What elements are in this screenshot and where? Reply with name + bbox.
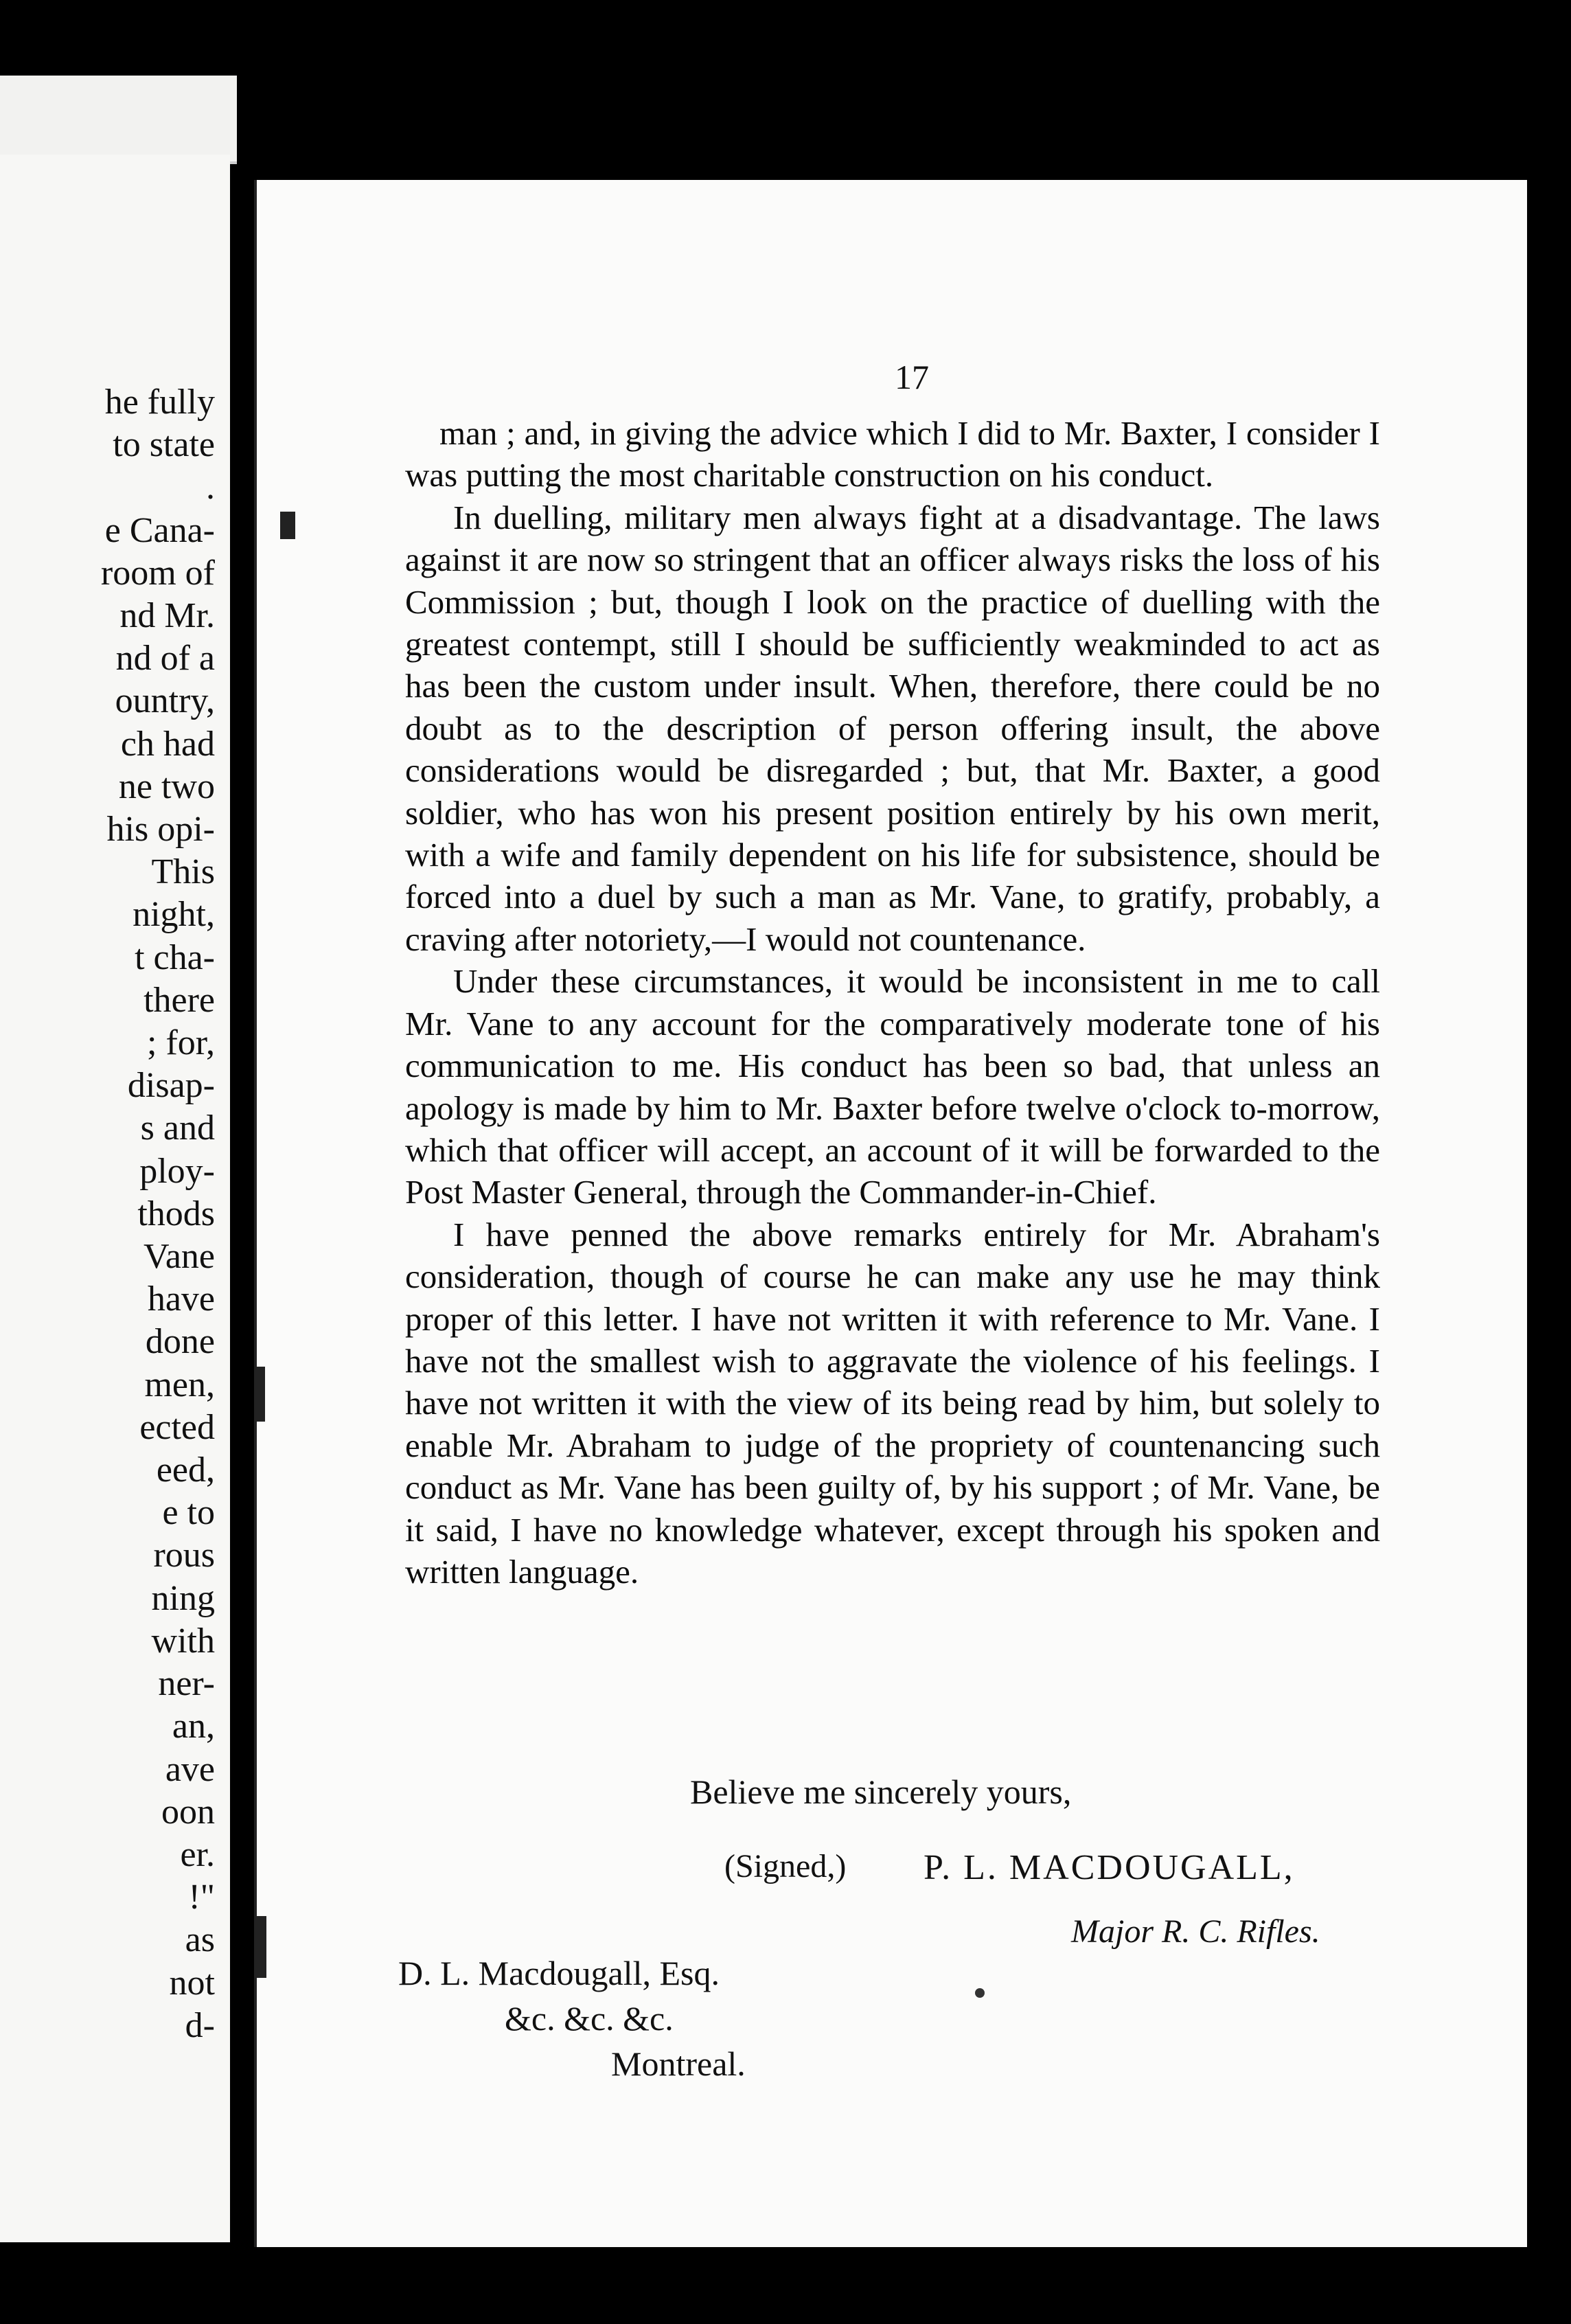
left-page-line: there bbox=[144, 980, 215, 1020]
left-page-line: e Cana- bbox=[104, 510, 215, 550]
signed-label: (Signed,) bbox=[724, 1848, 847, 1884]
left-page-line: t cha- bbox=[135, 937, 215, 977]
left-page-line: d- bbox=[185, 2005, 215, 2045]
left-page-line: not bbox=[169, 1963, 215, 2003]
left-page-line: oon bbox=[161, 1792, 215, 1832]
left-page-line: ch had bbox=[120, 724, 215, 764]
left-page-line: ner- bbox=[158, 1664, 215, 1704]
left-page-line: s and bbox=[140, 1108, 215, 1148]
left-page-edge-tab bbox=[0, 76, 237, 164]
left-page-line: as bbox=[185, 1920, 215, 1960]
left-page-line: !" bbox=[188, 1878, 215, 1917]
left-page-line: This bbox=[151, 852, 215, 892]
addressee-block bbox=[398, 1950, 746, 2086]
left-page-line: ave bbox=[165, 1749, 215, 1789]
left-page-line: ploy- bbox=[139, 1151, 215, 1191]
left-page-line: rous bbox=[153, 1536, 215, 1575]
left-page-line: Vane bbox=[144, 1237, 215, 1277]
left-page-line: ected bbox=[139, 1407, 215, 1447]
left-page-line: ountry, bbox=[115, 681, 215, 721]
left-page-line: eed, bbox=[156, 1450, 215, 1490]
left-page-line: an, bbox=[172, 1707, 215, 1746]
paragraph: Under these circumstances, it would be inconsistent in me to call Mr. Vane to any account for the comparatively moderate tone of his communication to me. His conduct has been so bad, that unless an apology is made by him to Mr. Baxter before twelve o'clock to-morrow, which that officer will accept, an account of it will be forwarded to the Post Master General, through the Commander-in-Chief. bbox=[405, 962, 1380, 1211]
signer-name: P. L. MACDOUGALL, bbox=[924, 1848, 1295, 1887]
left-page-line: disap- bbox=[127, 1066, 215, 1106]
left-page-line: room of bbox=[100, 553, 215, 593]
addressee-etc: &c. &c. &c. bbox=[505, 1999, 674, 2038]
left-page-line: men, bbox=[144, 1365, 215, 1404]
left-page-line: his opi- bbox=[106, 810, 215, 850]
left-page-line: done bbox=[145, 1322, 215, 1362]
addressee-city: Montreal. bbox=[611, 2044, 746, 2083]
left-page-line: nd Mr. bbox=[119, 596, 215, 636]
signer-rank: Major R. C. Rifles. bbox=[1071, 1913, 1320, 1950]
letter-body bbox=[405, 412, 1380, 1593]
page-number: 17 bbox=[895, 358, 929, 396]
left-page-line: nd of a bbox=[115, 639, 215, 679]
paragraph: In duelling, military men always fight at a disadvantage. The laws against it are now so stringent that an officer always risks the loss of his Commission ; but, though I look on the practice of duelling with the greatest contempt, still I should be sufficiently weakminded to act as has been the custom under insult. When, therefore, there could be no doubt as to the description of person offering insult, the above considerations would be disregarded ; but, that Mr. Baxter, a good soldier, who has won his present position entirely by his own merit, with a wife and family dependent on his life for subsistence, should be forced into a duel by such a man as Mr. Vane, to gratify, probably, a craving after notoriety,—I would not countenance. bbox=[405, 498, 1380, 958]
left-page-line: he fully bbox=[104, 383, 215, 422]
left-page-line: with bbox=[151, 1621, 215, 1661]
left-page-text bbox=[101, 381, 215, 2047]
ink-dot bbox=[975, 1988, 985, 1998]
addressee-name: D. L. Macdougall, Esq. bbox=[398, 1954, 720, 1992]
left-page-line: e to bbox=[162, 1493, 215, 1533]
left-page bbox=[0, 155, 230, 2242]
left-page-line: ne two bbox=[118, 766, 215, 806]
left-page-line: . bbox=[206, 468, 215, 508]
left-page-line: to state bbox=[113, 425, 215, 465]
left-page-line: ning bbox=[151, 1578, 215, 1618]
gutter-mark bbox=[280, 512, 295, 539]
gutter-mark bbox=[255, 1916, 266, 1978]
left-page-line: ; for, bbox=[147, 1023, 215, 1063]
closing-line: Believe me sincerely yours, bbox=[690, 1773, 1072, 1811]
gutter-mark bbox=[255, 1367, 265, 1422]
left-page-line: thods bbox=[137, 1194, 215, 1233]
left-page-line: er. bbox=[180, 1834, 215, 1874]
paragraph: I have penned the above remarks entirely for Mr. Abraham's consideration, though of course he can make any use he may think proper of this letter. I have not written it with reference to Mr. Vane. I have not the smallest wish to aggravate the violence of his feelings. I have not written it with the view of its being read by him, but solely to enable Mr. Abraham to judge of the propriety of countenancing such conduct as Mr. Vane has been guilty of, by his support ; of Mr. Vane, be it said, I have no knowledge whatever, except through his spoken and written language. bbox=[405, 1215, 1380, 1591]
left-page-line: have bbox=[147, 1279, 215, 1319]
paragraph: man ; and, in giving the advice which I did to Mr. Baxter, I consider I was putting the most charitable construction on his conduct. bbox=[405, 414, 1380, 494]
left-page-line: night, bbox=[133, 895, 215, 935]
